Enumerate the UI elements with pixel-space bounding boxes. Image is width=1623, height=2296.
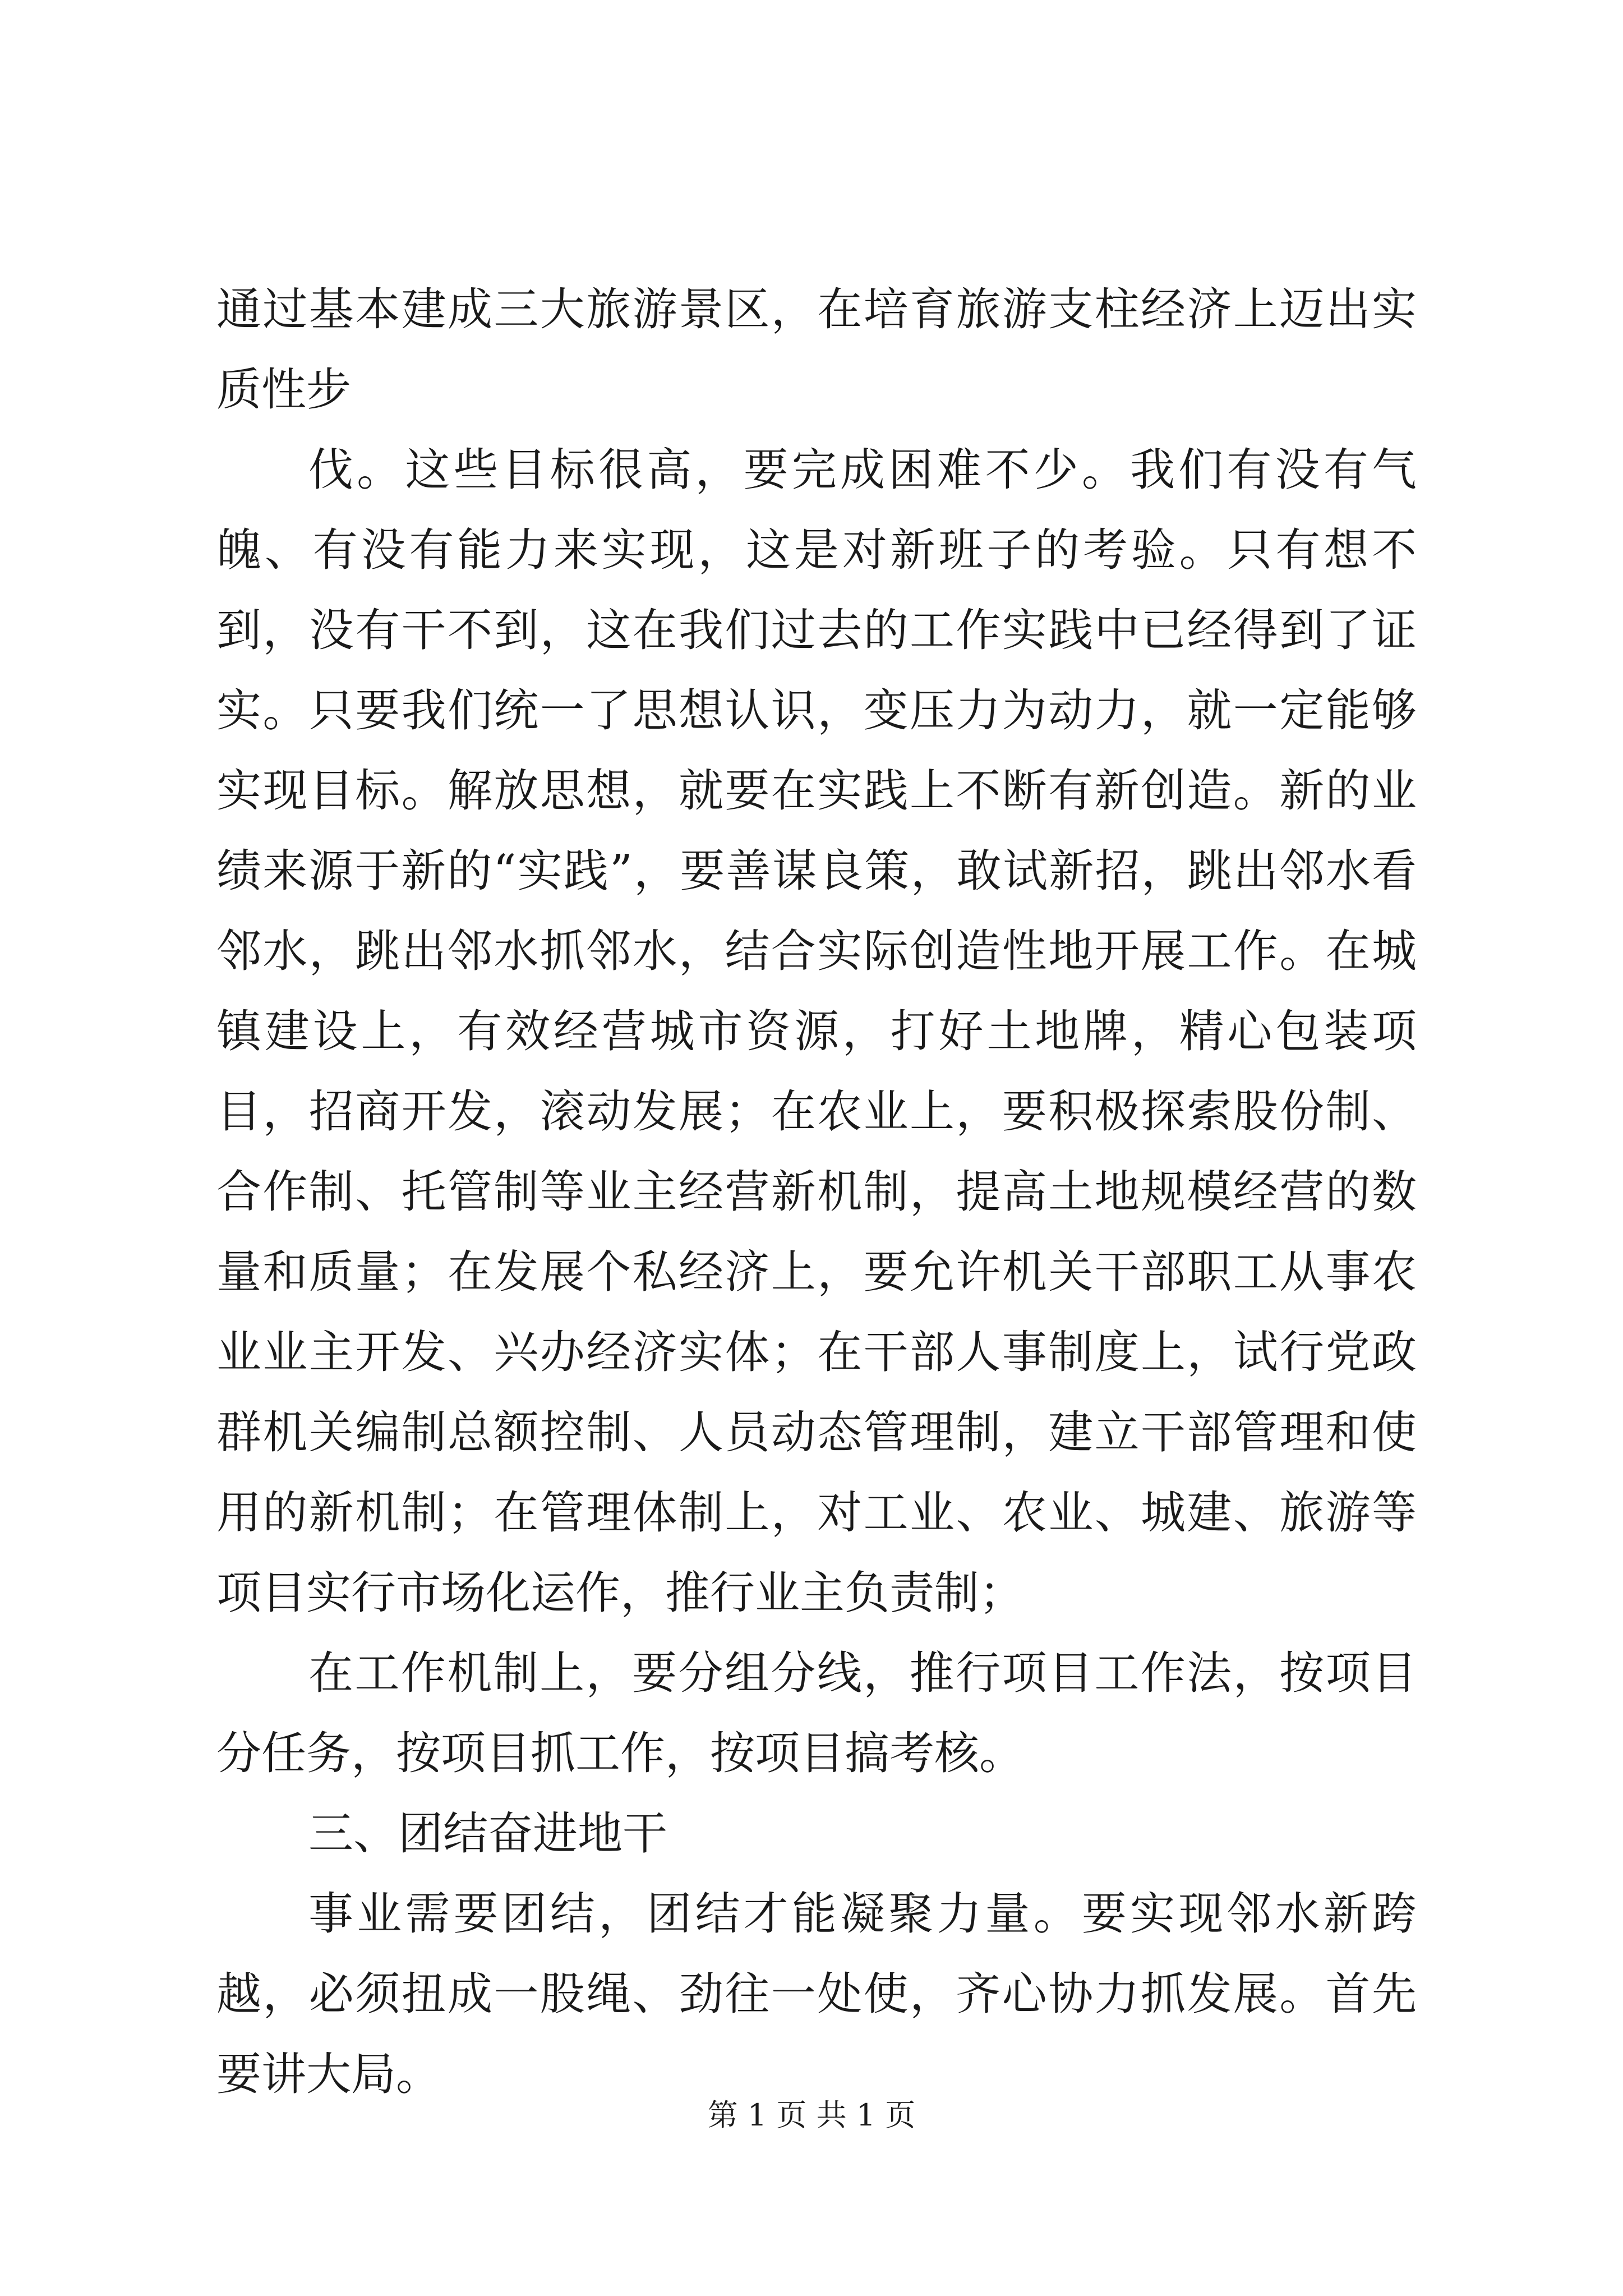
paragraph-3: 在工作机制上，要分组分线，推行项目工作法，按项目分任务，按项目抓工作，按项目搞考核。 — [216, 1647, 1417, 1779]
paragraph-1: 通过基本建成三大旅游景区，在培育旅游支柱经济上迈出实质性步 — [216, 283, 1417, 416]
paragraph-2: 伐。这些目标很高，要完成困难不少。我们有没有气魄、有没有能力来实现，这是对新班子的考验。只有想不到，没有干不到，这在我们过去的工作实践中已经得到了证实。只要我们统一了思想认识，变压力为动力，就一定能够实现目标。解放思想，就要在实践上不断有新创造。新的业绩来源于新的“实践”，要善谋良策，敢试新招，跳出邻水看邻水，跳出邻水抓邻水，结合实际创造性地开展工作。在城镇建设上，有效经营城市资源，打好土地牌，精心包装项目，招商开发，滚动发展；在农业上，要积极探索股份制、合作制、托管制等业主经营新机制，提高土地规模经营的数量和质量；在发展个私经济上，要允许机关干部职工从事农业业主开发、兴办经济实体；在干部人事制度上，试行党政群机关编制总额控制、人员动态管理制，建立干部管理和使用的新机制；在管理体制上，对工业、农业、城建、旅游等项目实行市场化运作，推行业主负责制； — [216, 444, 1417, 1619]
section-heading: 三、团结奋进地干 — [308, 1807, 667, 1860]
page-footer — [0, 2096, 1623, 2135]
page-number-label: 第 1 页 共 1 页 — [707, 2097, 916, 2133]
document-body — [216, 269, 1417, 2114]
paragraph-4: 事业需要团结，团结才能凝聚力量。要实现邻水新跨越，必须扭成一股绳、劲往一处使，齐心协力抓发展。首先要讲大局。 — [216, 1888, 1417, 2100]
